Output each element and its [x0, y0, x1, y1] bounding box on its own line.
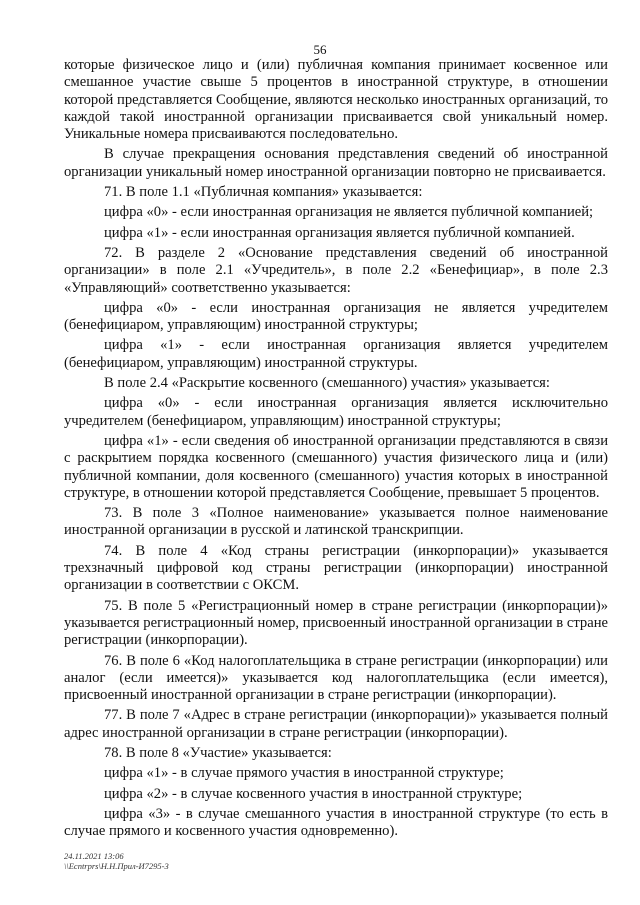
paragraph-72-zero: цифра «0» - если иностранная организация не является учредителем (бенефициаром, управляющим) иностранной структуры; [64, 299, 608, 334]
page-number: 56 [313, 42, 327, 57]
paragraph-2-4-one: цифра «1» - если сведения об иностранной организации представляются в связи с раскрытием порядка косвенного (смешанного) участия физического лица и (или) публичной компании, доля косвенного (смешанного) участия которых в иностранной структуре, в отношении которой представляется Сообщение, превышает 5 процентов. [64, 432, 608, 501]
document-body [64, 57, 608, 840]
paragraph-71-one: цифра «1» - если иностранная организация является публичной компанией. [104, 224, 575, 241]
paragraph-2-4-zero: цифра «0» - если иностранная организация является исключительно учредителем (бенефициаром, управляющим) иностранной структуры; [64, 395, 608, 429]
paragraph-78-one: цифра «1» - в случае прямого участия в иностранной структуре; [104, 765, 504, 782]
footer-file-path: \\Ecntrprs\Н.Н.Прил-И7295-3 [64, 861, 169, 871]
paragraph-73: 73. В поле 3 «Полное наименование» указывается полное наименование иностранной организации в русской и латинской транскрипции. [64, 505, 608, 539]
paragraph-2-4: В поле 2.4 «Раскрытие косвенного (смешанного) участия» указывается: [104, 375, 550, 392]
document-footer [64, 851, 169, 871]
paragraph-termination: В случае прекращения основания представления сведений об иностранной организации уникальный номер иностранной организации повторно не присваивается. [64, 146, 608, 180]
paragraph-72: 72. В разделе 2 «Основание представления сведений об иностранной организации» в поле 2.1 «Учредитель», в поле 2.2 «Бенефициар», в поле 2.3 «Управляющий» соответственно указывается: [64, 244, 608, 296]
paragraph-76: 76. В поле 6 «Код налогоплательщика в стране регистрации (инкорпорации) или аналог (если имеется)» указывается код налогоплательщика (если имеется), присвоенный иностранной организации в стране регистрации (инкорпорации). [64, 652, 608, 704]
paragraph-78: 78. В поле 8 «Участие» указывается: [104, 744, 332, 761]
paragraph-78-three: цифра «3» - в случае смешанного участия в иностранной структуре (то есть в случае прямого и косвенного участия одновременно). [64, 805, 608, 840]
paragraph-77: 77. В поле 7 «Адрес в стране регистрации (инкорпорации)» указывается полный адрес иностранной организации в стране регистрации (инкорпорации). [64, 707, 608, 741]
paragraph-75: 75. В поле 5 «Регистрационный номер в стране регистрации (инкорпорации)» указывается регистрационный номер, присвоенный иностранной организации в стране регистрации (инкорпорации). [64, 597, 608, 649]
paragraph-72-one: цифра «1» - если иностранная организация является учредителем (бенефициаром, управляющим) иностранной структуры. [64, 337, 608, 371]
paragraph-74: 74. В поле 4 «Код страны регистрации (инкорпорации)» указывается трехзначный цифровой код страны регистрации (инкорпорации) иностранной организации в соответствии с ОКСМ. [64, 542, 608, 594]
paragraph-71: 71. В поле 1.1 «Публичная компания» указывается: [104, 184, 423, 201]
paragraph-71-zero: цифра «0» - если иностранная организация не является публичной компанией; [104, 204, 594, 221]
paragraph-continuation: которые физическое лицо и (или) публичная компания принимает косвенное или смешанное участие свыше 5 процентов в иностранной структуре, в отношении которой представляется Сообщение, являются несколько иностранных организаций, то каждой такой иностранной организации присваивается свой уникальный номер. Уникальные номера присваиваются последовательно. [64, 57, 608, 143]
footer-timestamp: 24.11.2021 13:06 [64, 851, 124, 861]
paragraph-78-two: цифра «2» - в случае косвенного участия в иностранной структуре; [104, 785, 523, 802]
